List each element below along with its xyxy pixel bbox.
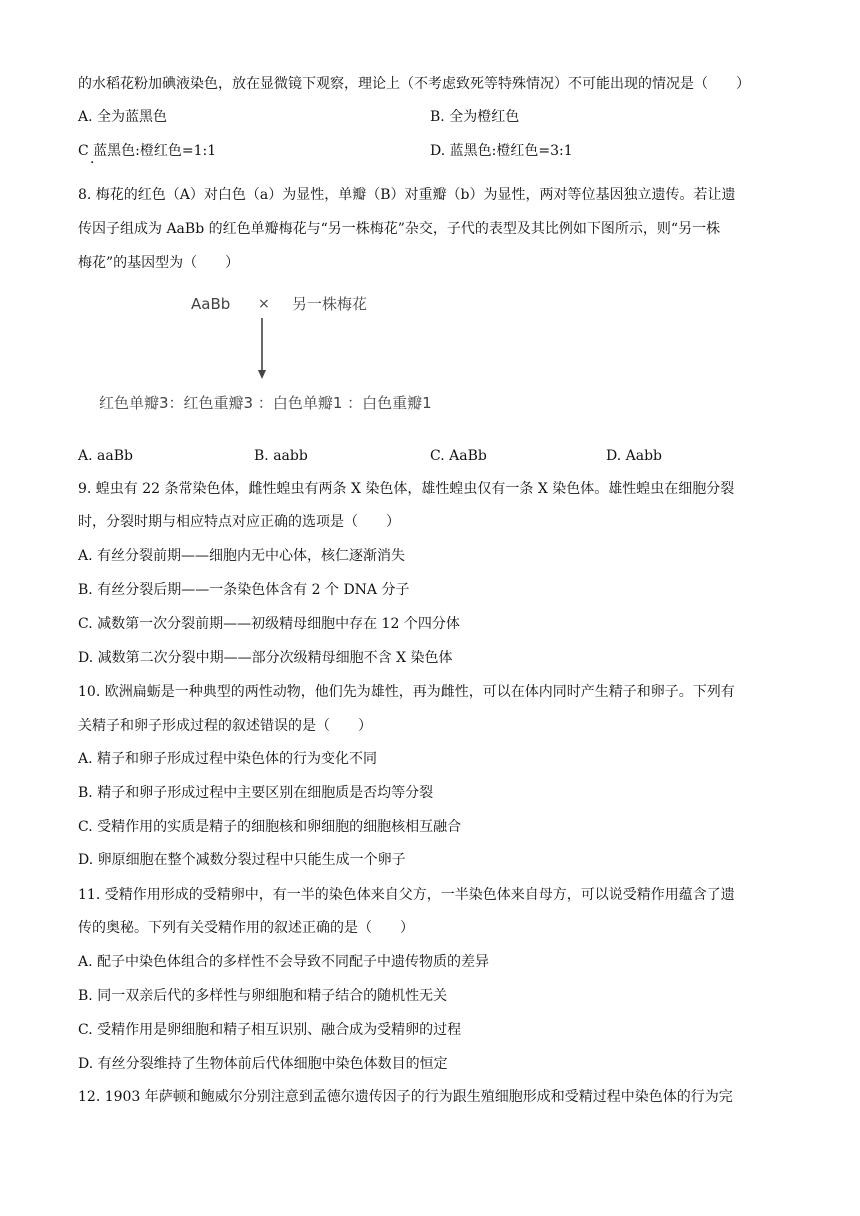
q9-stem-line-1: 9. 蝗虫有 22 条常染色体，雌性蝗虫有两条 X 染色体，雄性蝗虫仅有一条 X 染色体。雄性蝗虫在细胞分裂 — [78, 481, 735, 497]
stray-dot-mark: · — [90, 155, 95, 171]
cross-symbol: × — [258, 296, 270, 312]
q8-option-d: D. Aabb — [606, 448, 663, 464]
q11-option-c: C. 受精作用是卵细胞和精子相互识别、融合成为受精卵的过程 — [78, 1022, 462, 1038]
q10-option-b: B. 精子和卵子形成过程中主要区别在细胞质是否均等分裂 — [78, 785, 434, 801]
q8-stem-line-2: 传因子组成为 AaBb 的红色单瓣梅花与“另一株梅花”杂交，子代的表型及其比例如下图所示，则“另一株 — [78, 221, 721, 237]
q8-option-c: C. AaBb — [430, 448, 487, 464]
q7-option-d: D. 蓝黑色:橙红色=3:1 — [430, 143, 573, 159]
q7-option-a: A. 全为蓝黑色 — [78, 109, 168, 125]
q10-option-c: C. 受精作用的实质是精子的细胞核和卵细胞的细胞核相互融合 — [78, 819, 462, 835]
q11-option-b: B. 同一双亲后代的多样性与卵细胞和精子结合的随机性无关 — [78, 988, 448, 1004]
q10-option-a: A. 精子和卵子形成过程中染色体的行为变化不同 — [78, 751, 378, 767]
cross-diagram — [95, 286, 455, 416]
q10-stem-line-2: 关精子和卵子形成过程的叙述错误的是（ ） — [78, 718, 372, 734]
q9-option-b: B. 有丝分裂后期——一条染色体含有 2 个 DNA 分子 — [78, 582, 410, 598]
q11-option-a: A. 配子中染色体组合的多样性不会导致不同配子中遗传物质的差异 — [78, 954, 490, 970]
q12-stem-line-1: 12. 1903 年萨顿和鲍威尔分别注意到孟德尔遗传因子的行为跟生殖细胞形成和受精过程中染色体的行为完 — [78, 1089, 733, 1105]
q8-option-a: A. aaBb — [78, 448, 133, 464]
offspring-ratio: 红色单瓣3：红色重瓣3 ：白色单瓣1 ：白色重瓣1 — [99, 394, 432, 412]
q11-option-d: D. 有丝分裂维持了生物体前后代体细胞中染色体数目的恒定 — [78, 1056, 448, 1072]
q8-stem-line-3: 梅花”的基因型为（ ） — [78, 255, 240, 271]
cross-arrow-head — [258, 370, 266, 379]
q8-stem-line-1: 8. 梅花的红色（A）对白色（a）为显性，单瓣（B）对重瓣（b）为显性，两对等位基因独立遗传。若让遗 — [78, 187, 736, 203]
q7-option-c: C 蓝黑色:橙红色=1:1 — [78, 143, 217, 159]
q10-option-d: D. 卵原细胞在整个减数分裂过程中只能生成一个卵子 — [78, 852, 406, 868]
q11-stem-line-1: 11. 受精作用形成的受精卵中，有一半的染色体来自父方，一半染色体来自母方，可以说受精作用蕴含了遗 — [78, 887, 735, 903]
q8-option-b: B. aabb — [254, 448, 308, 464]
parent1-genotype: AaBb — [191, 295, 231, 313]
q10-stem-line-1: 10. 欧洲扁蛎是一种典型的两性动物，他们先为雄性，再为雌性，可以在体内同时产生精子和卵子。下列有 — [78, 684, 735, 700]
q9-option-d: D. 减数第二次分裂中期——部分次级精母细胞不含 X 染色体 — [78, 650, 453, 666]
q7-option-b: B. 全为橙红色 — [430, 109, 520, 125]
q9-stem-line-2: 时，分裂时期与相应特点对应正确的选项是（ ） — [78, 514, 400, 530]
parent2-label: 另一株梅花 — [292, 295, 368, 313]
q9-option-a: A. 有丝分裂前期——细胞内无中心体，核仁逐渐消失 — [78, 548, 406, 564]
q9-option-c: C. 减数第一次分裂前期——初级精母细胞中存在 12 个四分体 — [78, 616, 460, 632]
q7-stem-line: 的水稻花粉加碘液染色，放在显微镜下观察，理论上（不考虑致死等特殊情况）不可能出现的情况是（ ） — [78, 76, 750, 92]
q11-stem-line-2: 传的奥秘。下列有关受精作用的叙述正确的是（ ） — [78, 920, 414, 936]
